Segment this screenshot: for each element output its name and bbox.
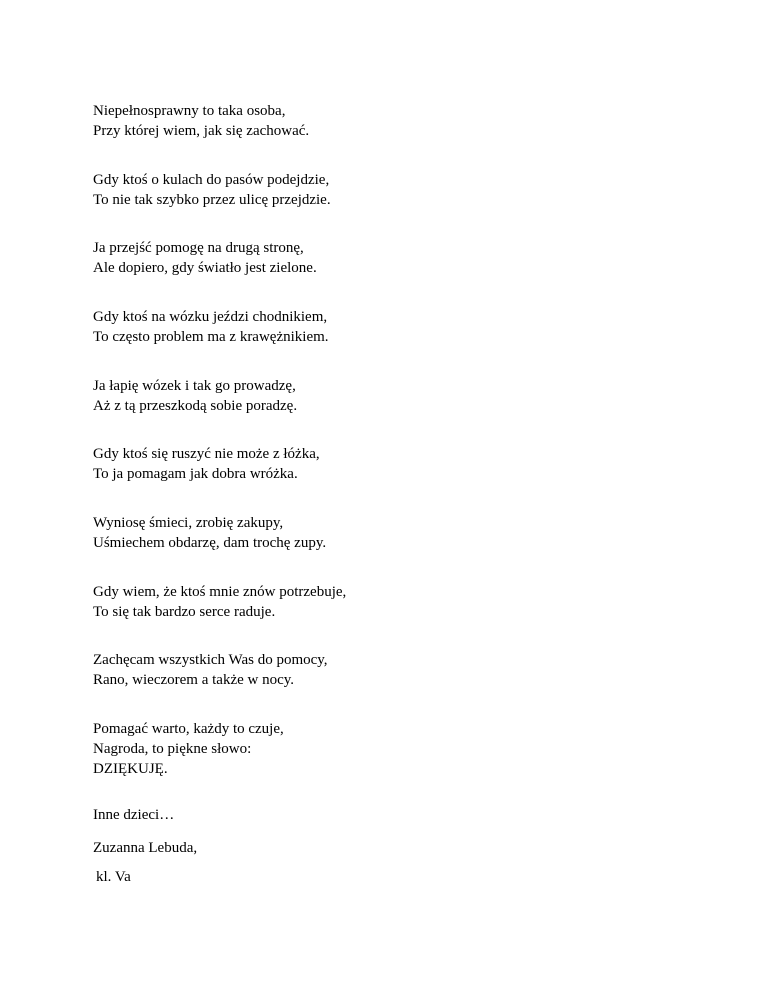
poem-line: Przy której wiem, jak się zachować. [93, 123, 310, 139]
poem-line: Niepełnosprawny to taka osoba, [93, 103, 286, 119]
poem-line: Gdy ktoś się ruszyć nie może z łóżka, [93, 446, 320, 462]
poem-line: To nie tak szybko przez ulicę przejdzie. [93, 192, 331, 208]
poem-line: To często problem ma z krawężnikiem. [93, 329, 329, 345]
poem-line: Ja przejść pomogę na drugą stronę, [93, 240, 304, 256]
poem-line: Ale dopiero, gdy światło jest zielone. [93, 260, 317, 276]
author-name: Zuzanna Lebuda, [93, 840, 198, 856]
poem-line: Uśmiechem obdarzę, dam trochę zupy. [93, 535, 327, 551]
poem-line: Zachęcam wszystkich Was do pomocy, [93, 652, 328, 668]
poem-line: To się tak bardzo serce raduje. [93, 604, 276, 620]
poem-line: Aż z tą przeszkodą sobie poradzę. [93, 398, 298, 414]
poem-title: Inne dzieci… [93, 807, 175, 823]
poem-line: Ja łapię wózek i tak go prowadzę, [93, 378, 296, 394]
poem-line: To ja pomagam jak dobra wróżka. [93, 466, 298, 482]
poem-line: Nagroda, to piękne słowo: [93, 741, 252, 757]
poem-line: Gdy ktoś na wózku jeździ chodnikiem, [93, 309, 328, 325]
class-label: kl. Va [96, 869, 131, 885]
poem-line: Gdy ktoś o kulach do pasów podejdzie, [93, 172, 330, 188]
poem-line: Gdy wiem, że ktoś mnie znów potrzebuje, [93, 584, 347, 600]
poem-line: Rano, wieczorem a także w nocy. [93, 672, 295, 688]
poem-line: Wyniosę śmieci, zrobię zakupy, [93, 515, 284, 531]
poem-line: Pomagać warto, każdy to czuje, [93, 721, 284, 737]
poem-line: DZIĘKUJĘ. [93, 761, 168, 777]
